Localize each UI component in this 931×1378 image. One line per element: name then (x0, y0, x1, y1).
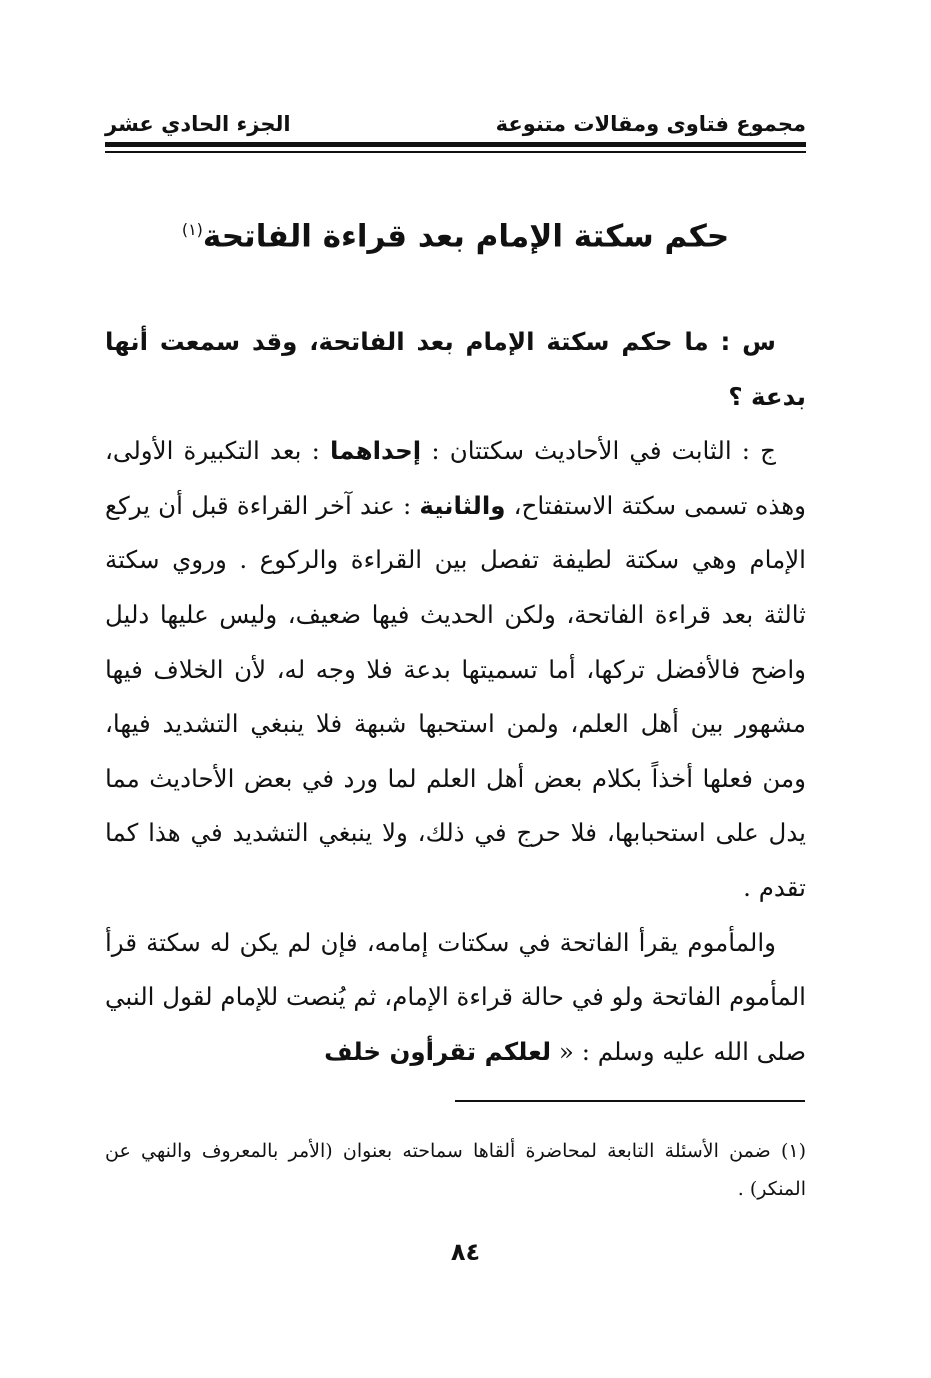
answer-paragraph (105, 424, 806, 915)
section-title (105, 200, 806, 266)
question-paragraph: س : ما حكم سكتة الإمام بعد الفاتحة، وقد سمعت أنها بدعة ؟ (105, 327, 806, 411)
second-silence-label: والثانية (419, 490, 506, 520)
section-title-text: حكم سكتة الإمام بعد قراءة الفاتحة (202, 218, 730, 255)
first-silence-label: إحداهما (329, 436, 422, 466)
follower-paragraph (105, 916, 806, 1080)
answer-part-a: ج : الثابت في الأحاديث سكتتان : (421, 436, 776, 466)
main-text (105, 315, 806, 1079)
answer-part-c: : عند آخر القراءة قبل أن يركع الإمام وهي سكتة لطيفة تفصل بين القراءة والركوع . وروي سكتة ثالثة بعد قراءة الفاتحة، ولكن الحديث فيها ضعيف، وليس عليها دليل واضح فالأفضل تركها، أما تسميتها بدعة فلا وجه له، لأن الخلاف فيها مشهور بين أهل العلم، ولمن استحبها شبهة فلا ينبغي التشديد فيها، ومن فعلها أخذاً بكلام بعض أهل العلم لما ورد في بعض الأحاديث مما يدل على استحبابها، فلا حرج في ذلك، ولا ينبغي التشديد في هذا كما تقدم . (105, 490, 806, 902)
follower-text: والمأموم يقرأ الفاتحة في سكتات إمامه، فإن لم يكن له سكتة قرأ المأموم الفاتحة ولو في حالة قراءة الإمام، ثم يُنصت للإمام لقول النبي صلى الله عليه وسلم : « (105, 927, 806, 1066)
hadith-quote: لعلكم تقرأون خلف (324, 1036, 552, 1066)
volume-label: الجزء الحادي عشر (105, 112, 291, 136)
title-footnote-mark: (١) (181, 220, 203, 239)
header-rule-thick (105, 142, 806, 147)
answer-part-b: : بعد التكبيرة الأولى، وهذه تسمى سكتة الاستفتاح، (105, 436, 806, 520)
header-rule-thin (105, 151, 806, 153)
book-title: مجموع فتاوى ومقالات متنوعة (495, 112, 806, 136)
footnote-separator (455, 1100, 805, 1102)
page-number: ٨٤ (450, 1238, 481, 1266)
running-header (105, 100, 806, 136)
footnote: (١) ضمن الأسئلة التابعة لمحاضرة ألقاها سماحته بعنوان (الأمر بالمعروف والنهي عن المنكر) . (105, 1140, 806, 1200)
